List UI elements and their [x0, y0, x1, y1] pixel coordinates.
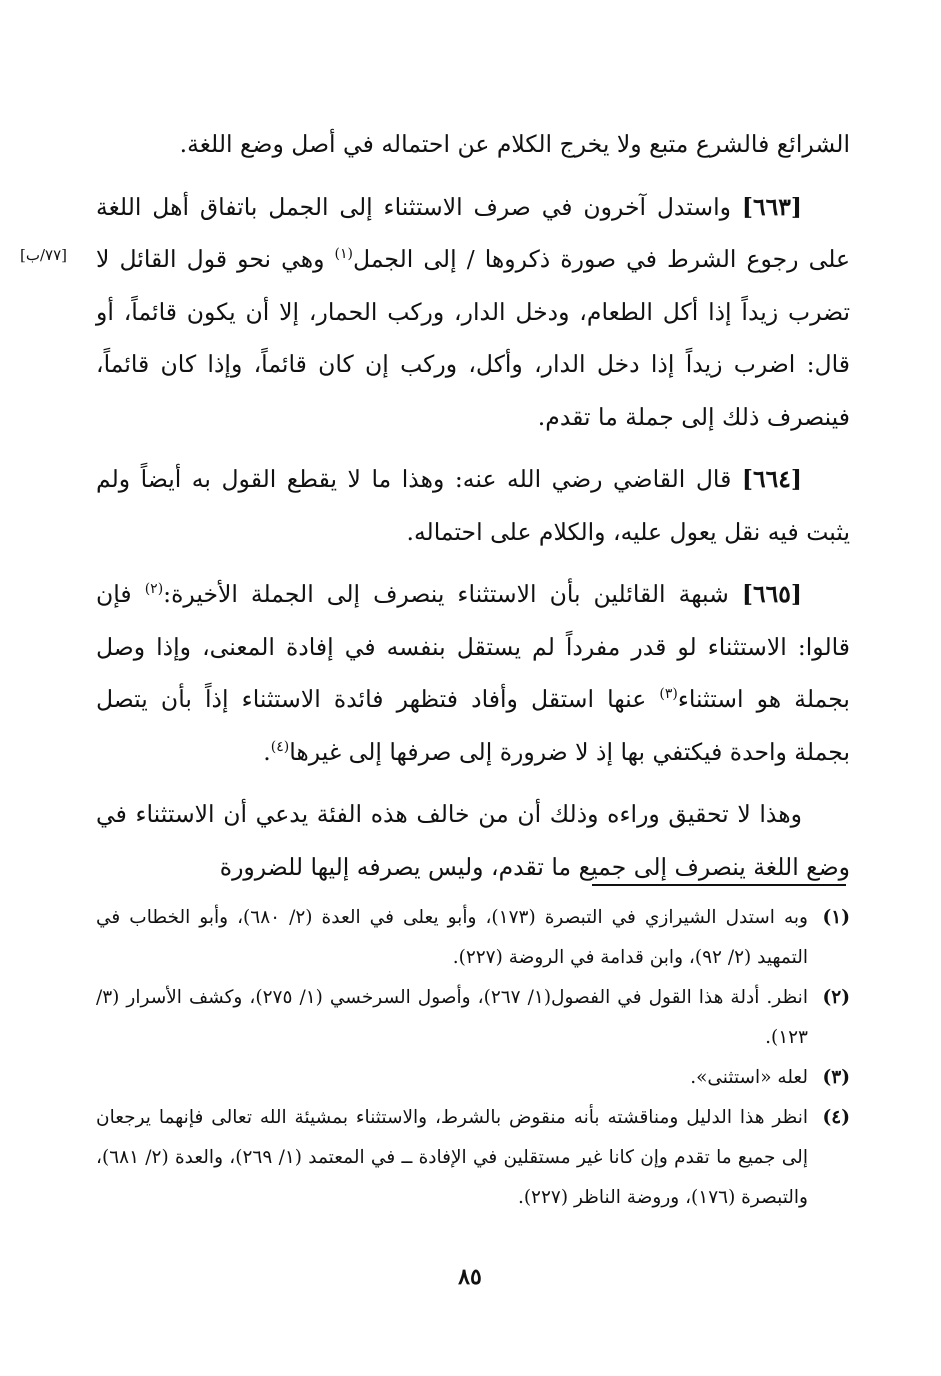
- paragraph-665: [96, 568, 850, 778]
- paragraph-continuation: [96, 118, 850, 171]
- paragraph-text: فإن قالوا: الاستثناء لو قدر مفرداً لم يستقل بنفسه في إفادة المعنى، وإذا وصل بجملة هو استثناء: [96, 580, 850, 713]
- paragraph-664: [96, 453, 850, 558]
- footnote-text: انظر. أدلة هذا القول في الفصول(١/ ٢٦٧)، وأصول السرخسي (١/ ٢٧٥)، وكشف الأسرار (٣/ ١٢٣).: [96, 987, 808, 1048]
- paragraph-text: وهي نحو قول القائل لا تضرب زيداً إذا أكل الطعام، ودخل الدار، وركب الحمار، إلا أن يكون قائماً، أو قال: اضرب زيداً إذا دخل الدار، وأكل، وركب إن كان قائماً، وإذا كان قائماً، فينصرف ذلك إلى جملة ما تقدم.: [96, 245, 850, 431]
- footnote-ref-2[interactable]: (٢): [144, 581, 164, 598]
- paragraph-text: .: [263, 737, 271, 766]
- manuscript-folio-marker: [٧٧/ب]: [20, 246, 68, 264]
- footnote-ref-4[interactable]: (٤): [270, 738, 290, 755]
- footnote-ref-1[interactable]: (١): [334, 246, 354, 263]
- footnote-number: (٣): [822, 1067, 850, 1088]
- footnote-3: [96, 1058, 850, 1098]
- footnote-text: لعله «استثنى».: [690, 1067, 808, 1088]
- paragraph-number: [٦٦٥]: [741, 580, 802, 608]
- footnote-number: (١): [822, 907, 850, 928]
- paragraph-number: [٦٦٣]: [741, 192, 802, 221]
- paragraph-663: [96, 181, 850, 444]
- paragraph-text: واستدل آخرون في صرف الاستثناء إلى الجمل باتفاق أهل اللغة على رجوع الشرط في صورة ذكروها / إلى الجمل: [96, 192, 850, 273]
- main-text: [96, 118, 850, 893]
- footnote-ref-3[interactable]: (٣): [659, 686, 678, 703]
- paragraph-text: الشرائع فالشرع متبع ولا يخرج الكلام عن احتماله في أصل وضع اللغة.: [179, 130, 850, 158]
- footnote-2: [96, 978, 850, 1058]
- footnotes: [96, 898, 850, 1218]
- footnote-4: [96, 1098, 850, 1218]
- footnote-text: انظر هذا الدليل ومناقشته بأنه منقوض بالشرط، والاستثناء بمشيئة الله تعالى فإنهما يرجعان إلى جميع ما تقدم وإن كانا غير مستقلين في الإفادة ــ في المعتمد (١/ ٢٦٩)، والعدة (٢/ ٦٨١)، والتبصرة (١٧٦)، وروضة الناظر (٢٢٧).: [96, 1107, 808, 1208]
- paragraph-text: عنها استقل وأفاد فتظهر فائدة الاستثناء إذاً بأن يتصل بجملة واحدة فيكتفي بها إذ لا ضرورة إلى صرفها إلى غيرها: [96, 685, 850, 766]
- page-number: ٨٥: [458, 1264, 482, 1290]
- paragraph-text: شبهة القائلين بأن الاستثناء ينصرف إلى الجملة الأخيرة:: [163, 580, 729, 608]
- paragraph-number: [٦٦٤]: [741, 465, 802, 493]
- footnote-1: [96, 898, 850, 978]
- footnote-number: (٢): [822, 987, 850, 1008]
- paragraph-text: قال القاضي رضي الله عنه: وهذا ما لا يقطع القول به أيضاً ولم يثبت فيه نقل يعول عليه، والكلام على احتماله.: [96, 465, 850, 546]
- footnote-separator: [592, 884, 846, 886]
- paragraph-text: وهذا لا تحقيق وراءه وذلك أن من خالف هذه الفئة يدعي أن الاستثناء في وضع اللغة ينصرف إلى جميع ما تقدم، وليس يصرفه إليها للضرورة: [96, 800, 850, 881]
- footnote-number: (٤): [822, 1107, 850, 1128]
- paragraph-response: [96, 788, 850, 893]
- footnote-text: وبه استدل الشيرازي في التبصرة (١٧٣)، وأبو يعلى في العدة (٢/ ٦٨٠)، وأبو الخطاب في التمهيد (٢/ ٩٢)، وابن قدامة في الروضة (٢٢٧).: [96, 907, 808, 968]
